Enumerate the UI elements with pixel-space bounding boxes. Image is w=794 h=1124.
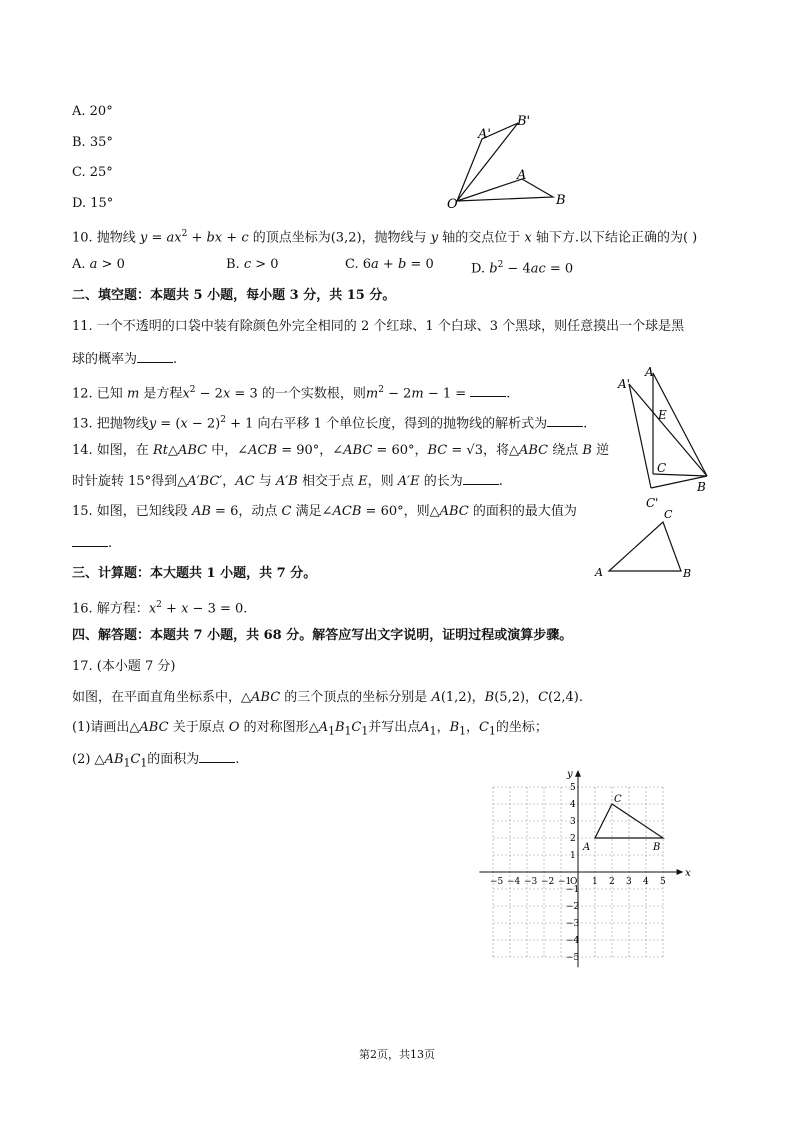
q10-stem: 10. 抛物线 $y = ax^2$ + bx + c 的顶点坐标为(3,2)，抛物线与 y 轴的交点位于 x 轴下方.以下结论正确的为( ) xyxy=(72,229,698,246)
q9-option-c: C. 25° xyxy=(72,165,113,180)
q17-line1: 如图，在平面直角坐标系中，△ABC 的三个顶点的坐标分别是 A(1,2)，B(5,2)，C(2,4). xyxy=(72,690,583,705)
x-tick-label: 5 xyxy=(660,877,666,887)
label-c-prime: C' xyxy=(646,496,659,510)
q9-option-d: D. 15° xyxy=(72,196,114,211)
q17-part2: (2) $\triangle AB_1C_1$的面积为 . xyxy=(72,749,239,774)
label-b: B xyxy=(556,193,566,208)
point-a-label: A xyxy=(583,842,591,853)
label-a: A xyxy=(517,168,527,183)
y-tick-label: 3 xyxy=(570,817,576,827)
q9-option-b: B. 35° xyxy=(72,135,113,150)
x-tick-label: −3 xyxy=(524,877,538,887)
x-axis-label: x xyxy=(685,868,691,879)
q17-part1: (1)请画出△ABC 关于原点 O 的对称图形$\triangle A_1B_1C_1$并写出点$A_1$，$B_1$，$C_1$的坐标； xyxy=(72,720,548,738)
q12: 12. 已知 m 是方程$x^2 - 2x = 3$ 的一个实数根，则$m^2 - 2m - 1$ = . xyxy=(72,385,511,402)
y-tick-label: 5 xyxy=(570,783,576,793)
q11-line2: 球的概率为 . xyxy=(72,349,177,370)
y-tick-label: −5 xyxy=(566,953,580,963)
y-tick-label: 4 xyxy=(570,800,576,810)
y-tick-label: 2 xyxy=(570,834,576,844)
y-axis-label: y xyxy=(567,768,573,780)
label-a-prime: A' xyxy=(618,377,630,391)
q10-option-d: D. $b^2 - 4ac = 0$ xyxy=(471,260,574,277)
x-tick-label: −2 xyxy=(541,877,555,887)
point-b-label: B xyxy=(653,842,661,853)
x-tick-label: 1 xyxy=(592,877,598,887)
x-tick-label: −4 xyxy=(507,877,521,887)
label-b-prime: B' xyxy=(517,114,531,129)
q15-line1: 15. 如图，已知线段 AB = 6，动点 C 满足∠ACB = 60°，则△ABC 的面积的最大值为 xyxy=(72,504,577,519)
x-axis-arrow xyxy=(677,869,684,875)
q13: 13. 把抛物线$y = (x - 2)^2 + 1$ 向右平移 1 个单位长度，得到的抛物线的解析式为 . xyxy=(72,415,588,432)
q14-line2: 时针旋转 15°得到△A′BC′，AC 与 A′B 相交于点 E，则 A′E 的长为 . xyxy=(72,471,503,492)
q14-line1: 14. 如图，在 Rt△ABC 中，∠ACB = 90°，∠ABC = 60°，BC = √3，将△ABC 绕点 B 逆 xyxy=(72,443,610,458)
section-3-heading: 三、计算题：本大题共 1 小题，共 7 分。 xyxy=(72,566,317,581)
x-tick-label: 2 xyxy=(609,877,615,887)
label-e: E xyxy=(658,408,667,422)
figure-q15 xyxy=(590,506,705,582)
y-tick-label: −3 xyxy=(566,919,580,929)
q15-line2: . xyxy=(72,533,112,554)
x-tick-label: O xyxy=(570,877,578,887)
label-c: C xyxy=(664,508,673,521)
q10-option-c: C. 6a + b = 0 xyxy=(345,257,434,272)
label-a: A xyxy=(595,566,603,579)
q16: 16. 解方程：$x^2 + x - 3 = 0$. xyxy=(72,600,248,617)
label-a: A xyxy=(645,365,654,379)
q11-line1: 11. 一个不透明的口袋中装有除颜色外完全相同的 2 个红球、1 个白球、3 个黑球，则任意摸出一个球是黑 xyxy=(72,319,685,334)
x-tick-label: −5 xyxy=(490,877,504,887)
x-tick-label: 4 xyxy=(643,877,649,887)
x-tick-label: −1 xyxy=(558,877,572,887)
figure-q14 xyxy=(606,362,726,512)
figure-q9 xyxy=(440,105,580,215)
label-b: B xyxy=(697,480,706,494)
q10-option-b: B. c > 0 xyxy=(226,257,279,272)
section-2-heading: 二、填空题：本题共 5 小题，每小题 3 分，共 15 分。 xyxy=(72,288,396,303)
label-o: O xyxy=(447,197,458,212)
q9-option-a: A. 20° xyxy=(72,104,113,119)
q10-option-a: A. a > 0 xyxy=(72,257,125,272)
label-c: C xyxy=(657,461,667,475)
y-axis-arrow xyxy=(575,770,581,777)
q17-head: 17. (本小题 7 分) xyxy=(72,659,176,674)
y-tick-label: −2 xyxy=(566,902,580,912)
section-4-heading: 四、解答题：本题共 7 小题，共 68 分。解答应写出文字说明，证明过程或演算步骤。 xyxy=(72,628,573,643)
y-tick-label: −1 xyxy=(566,885,580,895)
page-footer: 第2页，共13页 xyxy=(359,1048,435,1061)
label-a-prime: A' xyxy=(478,127,491,142)
x-tick-label: 3 xyxy=(626,877,632,887)
y-tick-label: −4 xyxy=(566,936,580,946)
y-tick-label: 1 xyxy=(570,851,576,861)
label-b: B xyxy=(683,567,692,580)
coordinate-grid xyxy=(468,768,691,965)
point-c-label: C xyxy=(614,794,622,805)
